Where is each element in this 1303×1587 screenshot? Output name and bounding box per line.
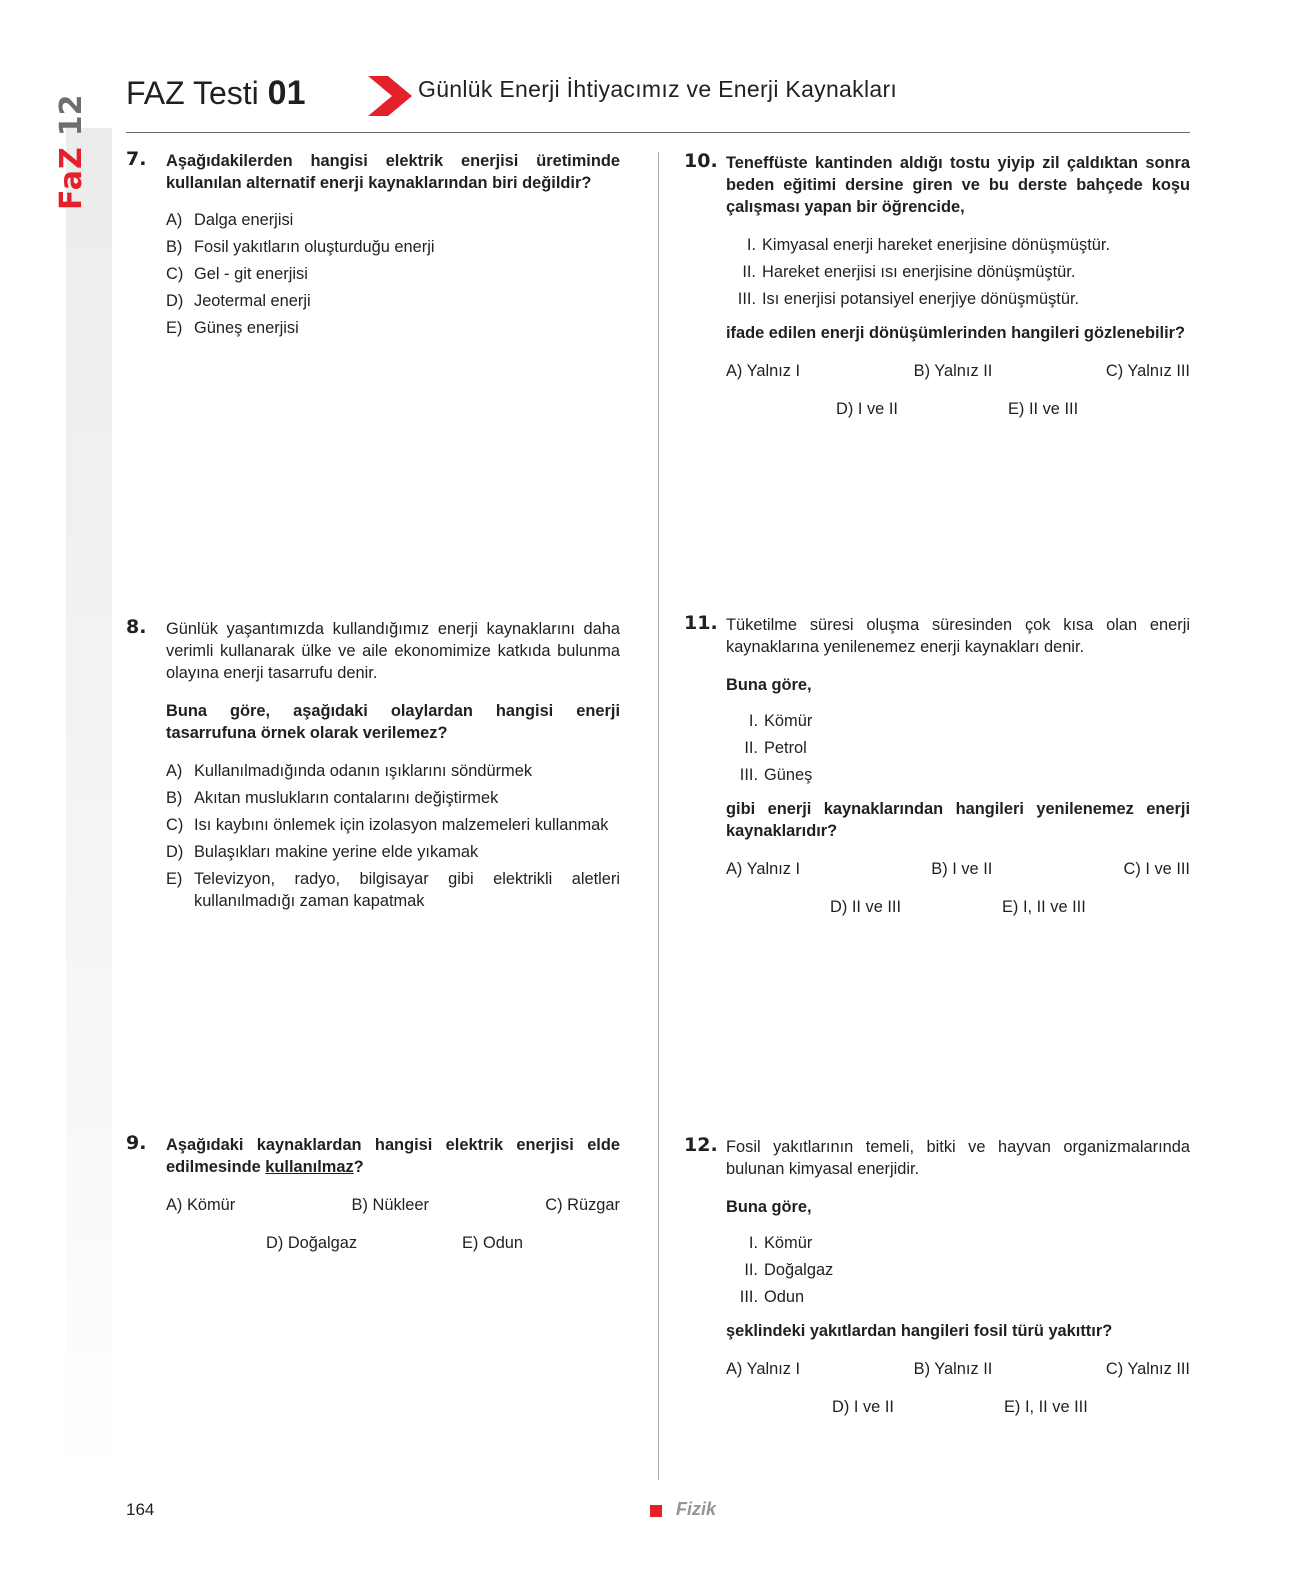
option-b[interactable]: B) Yalnız II bbox=[913, 362, 993, 380]
option-b[interactable]: B) Akıtan muslukların contalarını değiştirmek bbox=[166, 789, 499, 807]
option-a[interactable]: A) Yalnız I bbox=[726, 362, 801, 380]
option-e[interactable]: E) I, II ve III bbox=[1002, 898, 1086, 916]
brand-logo: FaZ bbox=[54, 146, 89, 210]
option-e[interactable]: E) I, II ve III bbox=[1004, 1398, 1088, 1416]
test-label: FAZ Testi bbox=[126, 75, 259, 111]
statement-1: I. Kömür bbox=[748, 712, 813, 730]
column-divider bbox=[658, 152, 659, 1480]
option-c[interactable]: C) I ve III bbox=[1123, 860, 1190, 878]
statement-list bbox=[726, 234, 1190, 310]
side-strip bbox=[66, 128, 112, 1480]
test-subtitle: Günlük Enerji İhtiyacımız ve Enerji Kaynakları bbox=[418, 76, 898, 102]
statement-1: I. Kimyasal enerji hareket enerjisine dönüşmüştür. bbox=[746, 236, 1111, 254]
option-list bbox=[166, 209, 620, 339]
statement-3: III. Güneş bbox=[739, 766, 813, 784]
question-prompt: şeklindeki yakıtlardan hangileri fosil türü yakıttır? bbox=[726, 1322, 1113, 1340]
option-c[interactable]: C) Yalnız III bbox=[1105, 1360, 1190, 1378]
option-c[interactable]: C) Isı kaybını önlemek için izolasyon malzemeleri kullanmak bbox=[166, 816, 609, 834]
question-number: 7. bbox=[126, 148, 147, 170]
option-b[interactable]: B) Nükleer bbox=[351, 1196, 429, 1214]
statement-1: I. Kömür bbox=[748, 1234, 813, 1252]
question-number: 9. bbox=[126, 1132, 147, 1154]
option-row-2 bbox=[726, 398, 1190, 420]
question-lead: Buna göre, bbox=[726, 1198, 812, 1216]
question-stem: Günlük yaşantımızda kullandığımız enerji kaynaklarını daha verimli kullanarak ülke ve aile ekonomimize katkıda bulunma olayına enerji tasarrufu denir. bbox=[166, 620, 620, 682]
brand-number: 12 bbox=[54, 94, 89, 137]
statement-2: II. Doğalgaz bbox=[744, 1261, 834, 1279]
option-b[interactable]: B) I ve II bbox=[931, 860, 993, 878]
question-stem: Aşağıdaki kaynaklardan hangisi elektrik enerjisi elde edilmesinde kullanılmaz? bbox=[166, 1136, 620, 1176]
option-c[interactable]: C) Yalnız III bbox=[1105, 362, 1190, 380]
page-number: 164 bbox=[126, 1500, 155, 1519]
chevron-right-icon bbox=[366, 72, 414, 120]
test-title bbox=[126, 74, 306, 113]
question-number: 11. bbox=[684, 612, 718, 634]
option-d[interactable]: D) Bulaşıkları makine yerine elde yıkamak bbox=[166, 843, 479, 861]
option-row-1 bbox=[726, 858, 1190, 880]
question-stem: Fosil yakıtlarının temeli, bitki ve hayvan organizmalarında bulunan kimyasal enerjidir. bbox=[726, 1138, 1190, 1178]
option-d[interactable]: D) I ve II bbox=[832, 1398, 894, 1416]
statement-3: III. Odun bbox=[739, 1288, 805, 1306]
question-number: 8. bbox=[126, 616, 147, 638]
question-prompt: gibi enerji kaynaklarından hangileri yenilenemez enerji kaynaklarıdır? bbox=[726, 800, 1190, 840]
option-d[interactable]: D) I ve II bbox=[836, 400, 898, 418]
question-number: 12. bbox=[684, 1134, 718, 1156]
subject-label: Fizik bbox=[676, 1499, 717, 1519]
option-row-2 bbox=[166, 1232, 620, 1254]
statement-2: II. Petrol bbox=[744, 739, 807, 757]
test-number: 01 bbox=[267, 74, 306, 112]
option-a[interactable]: A) Kömür bbox=[166, 1196, 236, 1214]
option-a[interactable]: A) Dalga enerjisi bbox=[166, 211, 294, 229]
option-e[interactable]: E) Güneş enerjisi bbox=[166, 319, 299, 337]
statement-list bbox=[726, 710, 1190, 786]
option-row-1 bbox=[726, 360, 1190, 382]
option-e[interactable]: E) II ve III bbox=[1008, 400, 1079, 418]
option-d[interactable]: D) II ve III bbox=[830, 898, 902, 916]
option-b[interactable]: B) Fosil yakıtların oluşturduğu enerji bbox=[166, 238, 435, 256]
option-a[interactable]: A) Yalnız I bbox=[726, 860, 801, 878]
question-number: 10. bbox=[684, 150, 718, 172]
option-d[interactable]: D) Doğalgaz bbox=[266, 1234, 358, 1252]
page-header bbox=[126, 74, 1190, 120]
header-divider bbox=[126, 132, 1190, 133]
option-a[interactable]: A) Kullanılmadığında odanın ışıklarını söndürmek bbox=[166, 762, 533, 780]
statement-3: III. Isı enerjisi potansiyel enerjiye dönüşmüştür. bbox=[737, 290, 1080, 308]
option-e[interactable]: E) Televizyon, radyo, bilgisayar gibi elektrikli aletleri kullanılmadığı zaman kapatmak bbox=[166, 870, 620, 910]
option-d[interactable]: D) Jeotermal enerji bbox=[166, 292, 311, 310]
underlined-keyword: kullanılmaz bbox=[265, 1158, 354, 1176]
question-prompt: ifade edilen enerji dönüşümlerinden hangileri gözlenebilir? bbox=[726, 324, 1186, 342]
option-row-1 bbox=[166, 1194, 620, 1216]
question-lead: Buna göre, bbox=[726, 676, 812, 694]
option-b[interactable]: B) Yalnız II bbox=[913, 1360, 993, 1378]
option-row-1 bbox=[726, 1358, 1190, 1380]
question-stem: Aşağıdakilerden hangisi elektrik enerjisi üretiminde kullanılan alternatif enerji kaynaklarından biri değildir? bbox=[166, 152, 620, 192]
option-a[interactable]: A) Yalnız I bbox=[726, 1360, 801, 1378]
option-e[interactable]: E) Odun bbox=[462, 1234, 524, 1252]
question-prompt: Buna göre, aşağıdaki olaylardan hangisi enerji tasarrufuna örnek olarak verilemez? bbox=[166, 702, 620, 742]
statement-list bbox=[726, 1232, 1190, 1308]
question-stem: Tüketilme süresi oluşma süresinden çok kısa olan enerji kaynaklarına yenilenemez enerji kaynakları denir. bbox=[726, 616, 1190, 656]
statement-2: II. Hareket enerjisi ısı enerjisine dönüşmüştür. bbox=[742, 263, 1076, 281]
option-row-2 bbox=[726, 896, 1190, 918]
option-c[interactable]: C) Gel - git enerjisi bbox=[166, 265, 308, 283]
option-row-2 bbox=[726, 1396, 1190, 1418]
subject-marker bbox=[650, 1505, 662, 1517]
question-stem: Teneffüste kantinden aldığı tostu yiyip zil çaldıktan sonra beden eğitimi dersine giren ve bu derste bahçede koşu çalışması yapan bir öğrencide, bbox=[726, 154, 1190, 216]
option-list bbox=[166, 760, 620, 912]
brand-vertical bbox=[54, 95, 89, 210]
option-c[interactable]: C) Rüzgar bbox=[545, 1196, 620, 1214]
